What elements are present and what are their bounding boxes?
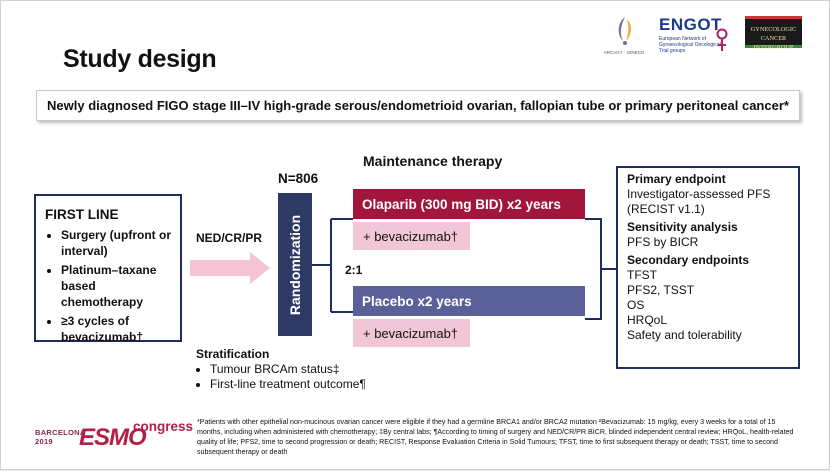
first-line-box	[34, 194, 182, 342]
first-line-item: • Platinum–taxane based chemotherapy	[61, 262, 172, 310]
response-label: NED/CR/PR	[196, 231, 263, 245]
engot-text: ENGOT	[659, 15, 722, 34]
primary-endpoint-header: Primary endpoint	[627, 172, 726, 186]
secondary-endpoint: HRQoL	[627, 313, 668, 327]
olaparib-arm-label: Olaparib (300 mg BID) x2 years	[362, 196, 561, 212]
gcig-line1: GYNECOLOGIC	[750, 26, 797, 33]
secondary-endpoint: Safety and tolerability	[627, 328, 742, 342]
primary-endpoint-line: Investigator-assessed PFS	[627, 187, 771, 201]
placebo-arm-label: Placebo x2 years	[362, 293, 472, 309]
stratification-header: Stratification	[196, 347, 270, 361]
engot-logo	[659, 15, 729, 55]
slide-title: Study design	[63, 45, 217, 73]
arcagy-gineco-logo	[601, 13, 647, 57]
population-text: Newly diagnosed FIGO stage III–IV high-grade serous/endometrioid ovarian, fallopian tube or primary peritoneal cancer*	[47, 98, 789, 113]
randomization-label: Randomization	[287, 214, 303, 315]
olaparib-arm	[353, 189, 585, 219]
bevacizumab-label-top: + bevacizumab†	[363, 228, 459, 244]
esmo-wordmark: ESMO	[79, 424, 146, 451]
footnote: *Patients with other epithelial non-mucinous ovarian cancer were eligible if they had a germline BRCA1 and/or BRCA2 mutation ²Bevacizumab: 15 mg/kg, every 3 weeks for a total of 15 months, including when administered with chemotherapy; ‡By central labs; ¶According to timing of surgery and NED/CR/PR BICR, blinded independent central review; HRQoL, health-related quality of life; PFS2, time to second progression or death; RECIST, Response Evaluation Criteria in Solid Tumours; TFST, time to first subsequent therapy or death; TSST, time to second subsequent therapy or death	[197, 418, 794, 456]
allocation-ratio: 2:1	[345, 263, 363, 277]
sensitivity-analysis-header: Sensitivity analysis	[627, 220, 738, 234]
population-box	[36, 90, 800, 121]
female-symbol-icon	[716, 27, 728, 55]
stratification-item: • First-line treatment outcome¶	[210, 377, 366, 392]
secondary-endpoint: TFST	[627, 268, 657, 282]
sensitivity-analysis-line: PFS by BICR	[627, 235, 699, 249]
engot-subtitle: European Network of Gynaecological Oncological Trial groups	[659, 36, 721, 54]
endpoints-box	[616, 166, 800, 369]
randomization-box	[278, 193, 312, 336]
esmo-city: BARCELONA	[35, 428, 86, 437]
maintenance-label: Maintenance therapy	[363, 153, 503, 169]
stratification-item: • Tumour BRCAm status‡	[210, 362, 366, 377]
bevacizumab-box-bottom	[353, 319, 470, 347]
placebo-arm	[353, 286, 585, 316]
bevacizumab-box-top	[353, 222, 470, 250]
secondary-endpoint: PFS2, TSST	[627, 283, 695, 297]
arcagy-text: ARCAGY · GINECO	[603, 50, 645, 55]
first-line-item: • ≥3 cycles of bevacizumab†	[61, 313, 172, 345]
primary-endpoint-line: (RECIST v1.1)	[627, 202, 705, 216]
secondary-endpoints-header: Secondary endpoints	[627, 253, 750, 267]
endpoint-connector	[585, 219, 616, 319]
first-line-list	[45, 227, 172, 345]
stratification-block	[196, 347, 366, 392]
secondary-endpoint: OS	[627, 298, 645, 312]
first-line-header: FIRST LINE	[45, 207, 119, 222]
esmo-year: 2019	[35, 437, 53, 446]
esmo-congress-logo	[35, 419, 194, 452]
gcig-line2: CANCER INTERGROUP	[753, 35, 794, 51]
right-arrow-icon	[190, 252, 270, 284]
sample-size-label: N=806	[278, 171, 319, 186]
first-line-item: • Surgery (upfront or interval)	[61, 227, 172, 259]
bevacizumab-label-bottom: + bevacizumab†	[363, 325, 459, 341]
esmo-congress-text: congress	[133, 419, 194, 434]
gcig-logo	[745, 16, 802, 51]
stratification-list	[196, 362, 366, 392]
